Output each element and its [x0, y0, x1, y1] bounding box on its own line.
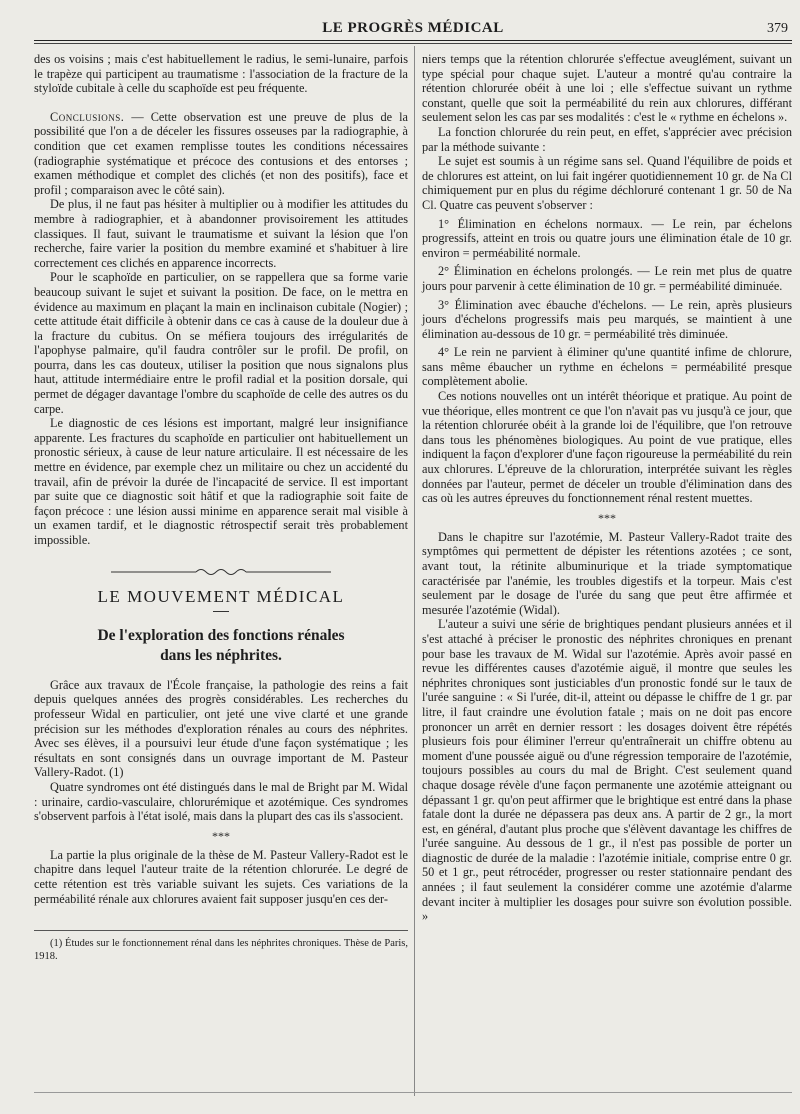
paragraph: Pour le scaphoïde en particulier, on se rappellera que sa forme varie beaucoup suivant le sujet et suivant la position. De face, on le mettra en évidence au maximum en plaçant la main en inclinaison cubitale (Nogier) ; cette attitude était difficile à obtenir dans ce cas à cause de la douleur due à la fracture du cubitus. On se méfiera toujours des irrégularités de l'apophyse palmaire, qu'il faudra contrôler sur le profil. De profil, on pourra, dans les cas douteux, utiliser la position que nous signalons plus haut, attitude intermédiaire entre le profil radial et la position dorsale, qui permet de dégager davantage l'ombre du scaphoïde de celle des autres os du carpe. [34, 270, 408, 416]
list-item: 3° Élimination avec ébauche d'échelons. — Le rein, après plusieurs jours d'échelons progressifs mais peu marqués, se maintient à une élimination au-dessous de 10 gr. = perméabilité très diminuée. [422, 297, 792, 341]
list-item: 4° Le rein ne parvient à éliminer qu'une quantité infime de chlorure, sans même ébaucher un rythme en échelons = perméabilité presque complètement abolie. [422, 345, 792, 389]
paragraph: La fonction chlorurée du rein peut, en effet, s'apprécier avec précision par la méthode suivante : [422, 124, 792, 154]
paragraph: De plus, il ne faut pas hésiter à multiplier ou à modifier les attitudes du membre à radiographier, et à abandonner provisoirement les attitudes classiques. Il faut, suivant le traumatisme et suivant la lésion que l'on recherche, faire varier la position du membre examiné et s'habituer à lire correctement ces clichés en apparence incorrects. [34, 197, 408, 270]
paragraph: Le diagnostic de ces lésions est important, malgré leur insignifiance apparente. Les fractures du scaphoïde en particulier ont habituellement un pronostic sérieux, à cause de leur nature articulaire. Il est nécessaire de les mettre en évidence, par exemple chez un militaire ou chez un accidenté du travail, afin de prévoir la durée de l'incapacité de service. Il est important par suite que ce diagnostic soit hâtif et que la radiographie soit faite de façon précoce : une lésion aussi minime en apparence serait mal visible à un examen tardif, et le diagnostic rétrospectif serait très probablement impossible. [34, 416, 408, 547]
section-stars: *** [598, 510, 616, 525]
section-stars: *** [212, 828, 230, 843]
title-rule [213, 611, 229, 612]
footnote: (1) Études sur le fonctionnement rénal dans les néphrites chroniques. Thèse de Paris, 1918. [34, 938, 408, 963]
paragraph: Le sujet est soumis à un régime sans sel. Quand l'équilibre de poids et de chlorures est atteint, on lui fait ingérer quotidiennement 10 gr. de Na Cl chimiquement pur en plus du régime déchloruré contenant 1 gr. 50 de Na Cl. Quatre cas peuvent s'observer : [422, 154, 792, 212]
page-number: 379 [767, 21, 788, 36]
paragraph: Ces notions nouvelles ont un intérêt théorique et pratique. Au point de vue théorique, elles montrent ce que l'on n'avait pas vu jusqu'à ce jour, que la rétention chlorurée obéit à la grande loi de l'équilibre, que l'on retrouve dans tous les phénomènes biologiques. Au point de vue pratique, elles indiquent la façon d'explorer d'une façon rigoureuse la perméabilité du rein aux chlorures. L'épreuve de la chloruration, interprétée suivant les règles données par l'auteur, permet de déceler un trouble d'élimination dans des cas où les autres épreuves du fonctionnement rénal restent muettes. [422, 389, 792, 506]
paragraph: Dans le chapitre sur l'azotémie, M. Pasteur Vallery-Radot traite des symptômes qui permettent de dépister les rétentions azotées ; ce sont, avant tout, la rétinite albuminurique et la triade symptomatique caractérisée par l'anémie, les troubles digestifs et la torpeur. Mais c'est seulement par le dosage de l'urée du sang que peut être affirmée et mesurée l'azotémie (Widal). [422, 529, 792, 617]
paragraph: L'auteur a suivi une série de brightiques pendant plusieurs années et il s'est attaché à préciser le pronostic des néphrites chroniques en prenant pour base les travaux de M. Widal sur l'azotémie. Après avoir passé en revue les différentes causes d'azotémie aiguë, il montre que seules les néphrites chroniques sont justiciables d'un pronostic fondé sur le taux de l'urée sanguine : « Si l'urée, dit-il, atteint ou dépasse le chiffre de 1 gr. par litre, il faut craindre une évolution fatale ; mais on ne doit pas encore prononcer un arrêt en dernier ressort : les dosages doivent être répétés plusieurs fois pour éliminer l'erreur qu'entraînerait un chiffre obtenu au moment d'une poussée aiguë ou d'une régression temporaire de l'azotémie, toujours possibles au cours du mal de Bright. C'est seulement quand chaque dosage révèle d'une façon permanente une azotémie atteignant ou dépassant 1 gr. qu'on peut affirmer que le brightique est entré dans la phase fatale dont la durée ne dépassera pas deux ans. A partir de 2 gr., la mort est, en général, d'autant plus proche que s'élèvent davantage les chiffres de l'urée sanguine. Au dessous de 1 gr., il n'est pas possible de porter un diagnostic de durée de la maladie : l'azotémie initiale, comprise entre 0 gr. 50 et 1 gr., peut rétrocéder, progresser ou rester stationnaire pendant des années ; il faut seulement la considérer comme une azotémie d'alarme devant inciter à multiplier les dosages pour suivre son évolution possible. » [422, 617, 792, 924]
footnote-rule [34, 930, 408, 931]
paragraph: niers temps que la rétention chlorurée s'effectue aveuglément, suivant un type spécial pour chaque sujet. L'auteur a montré qu'au contraire la rétention chlorurée obéit à une loi ; elle s'effectue suivant un rythme constant, quelle que soit la perméabilité du rein aux chlorures, différant seulement selon les cas par ses modalités : c'est le « rythme en échelons ». [422, 52, 792, 125]
article-title-line: De l'exploration des fonctions rénales [97, 626, 345, 644]
column-divider [414, 46, 415, 1096]
section-title: LE MOUVEMENT MÉDICAL [97, 587, 345, 607]
article-title-line: dans les néphrites. [160, 646, 282, 664]
list-item: 1° Élimination en échelons normaux. — Le rein, par échelons progressifs, atteint en trois ou quatre jours une élimination étale de 10 gr. environ = perméabilité normale. [422, 216, 792, 260]
header-rule [34, 43, 792, 44]
running-header [34, 18, 792, 41]
conclusions-paragraph [34, 110, 408, 198]
paragraph: des os voisins ; mais c'est habituellement le radius, le semi-lunaire, parfois le trapèze qui participent au traumatisme : l'association de la fracture de la styloïde cubitale à celle du scaphoïde est peu fréquente. [34, 52, 408, 96]
paragraph: Quatre syndromes ont été distingués dans le mal de Bright par M. Widal : urinaire, cardio-vasculaire, chlorurémique et azotémique. Ces syndromes s'observent parfois à l'état isolé, mais dans la plupart des cas ils s'associent. [34, 779, 408, 824]
conclusions-text: — Cette observation est une preuve de plus de la possibilité que l'on a de déceler les fissures osseuses par la radiographie, à condition que cet examen remplisse toutes les conditions nécessaires (radiographie systématique et précoce des contusions et des entorses ; examen méthodique et complet des clichés (et non des positifs), face et profil ; comparaison avec le côté sain). [34, 109, 408, 197]
list-item: 2° Élimination en échelons prolongés. — Le rein met plus de quatre jours pour parvenir à cette élimination de 10 gr. = perméabilité diminuée. [422, 264, 792, 293]
paragraph: Grâce aux travaux de l'École française, la pathologie des reins a fait depuis quelques années des progrès considérables. Les recherches du professeur Widal en particulier, ont jeté une vive clarté et une grande précision sur les méthodes d'exploration rénales au cours des néphrites. Avec ses élèves, il a poursuivi leur étude d'une façon systématique ; les résultats en sont consignés dans un ouvrage important de M. Pasteur Vallery-Radot. (1) [34, 677, 408, 780]
ornament-divider [34, 566, 408, 581]
left-column [34, 52, 408, 963]
journal-title: LE PROGRÈS MÉDICAL [322, 20, 504, 36]
conclusions-label: Conclusions. [50, 109, 125, 124]
right-column [422, 52, 792, 924]
article-title [34, 626, 408, 666]
bottom-rule [34, 1092, 792, 1093]
paragraph: La partie la plus originale de la thèse de M. Pasteur Vallery-Radot est le chapitre dans lequel l'auteur traite de la rétention chlorurée. Le degré de cette rétention est très variable suivant les sujets. Ces variations de la perméabilité rénale aux chlorures avaient fait supposer jusqu'en ces der- [34, 847, 408, 906]
